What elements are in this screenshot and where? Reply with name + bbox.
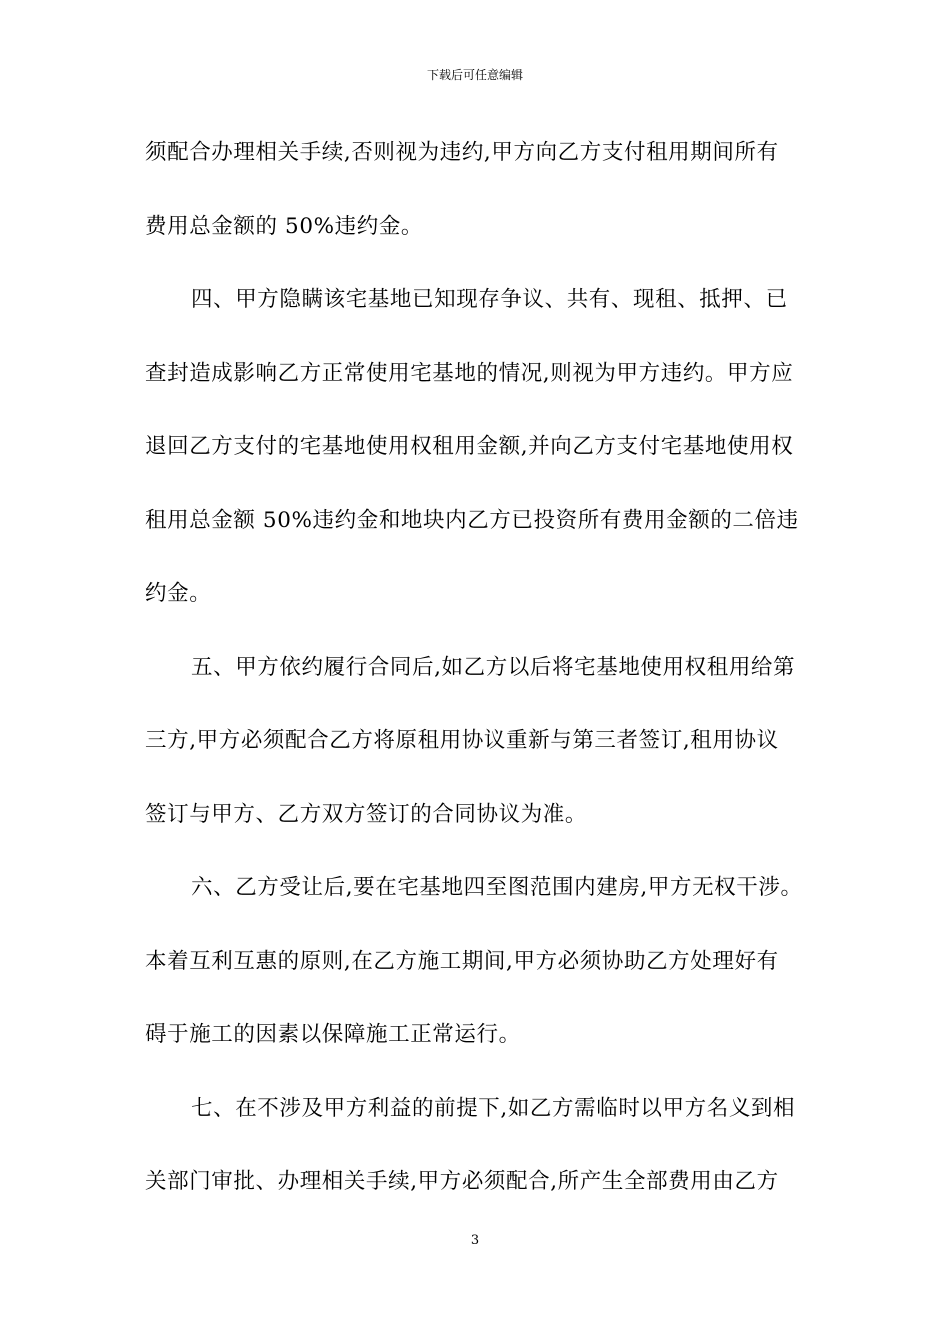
text-line: 查封造成影响乙方正常使用宅基地的情况,则视为甲方违约。甲方应 <box>145 360 794 386</box>
document-body <box>145 131 813 1234</box>
text-line: 租用总金额 50%违约金和地块内乙方已投资所有费用金额的二倍违 <box>145 507 799 533</box>
text-line: 签订与甲方、乙方双方签订的合同协议为准。 <box>145 801 588 827</box>
text-line: 费用总金额的 50%违约金。 <box>145 213 424 239</box>
text-line: 须配合办理相关手续,否则视为违约,甲方向乙方支付租用期间所有 <box>145 140 779 165</box>
text-line: 碍于施工的因素以保障施工正常运行。 <box>145 1022 521 1047</box>
paragraph-start-line: 五、甲方依约履行合同后,如乙方以后将宅基地使用权租用给第 <box>191 654 796 680</box>
paragraph-start-line: 四、甲方隐瞒该宅基地已知现存争议、共有、现租、抵押、已 <box>191 287 788 312</box>
text-line: 本着互利互惠的原则,在乙方施工期间,甲方必须协助乙方处理好有 <box>145 948 779 974</box>
page-header: 下载后可任意编辑 <box>426 68 523 82</box>
paragraph-start-line: 六、乙方受让后,要在宅基地四至图范围内建房,甲方无权干涉。 <box>191 875 803 900</box>
page-number: 3 <box>470 1233 480 1248</box>
text-line: 三方,甲方必须配合乙方将原租用协议重新与第三者签订,租用协议 <box>145 728 779 753</box>
text-line: 关部门审批、办理相关手续,甲方必须配合,所产生全部费用由乙方 <box>145 1169 779 1194</box>
paragraph-start-line: 七、在不涉及甲方利益的前提下,如乙方需临时以甲方名义到相 <box>191 1095 796 1121</box>
text-line: 约金。 <box>145 581 212 606</box>
text-line: 退回乙方支付的宅基地使用权租用金额,并向乙方支付宅基地使用权 <box>145 434 794 459</box>
